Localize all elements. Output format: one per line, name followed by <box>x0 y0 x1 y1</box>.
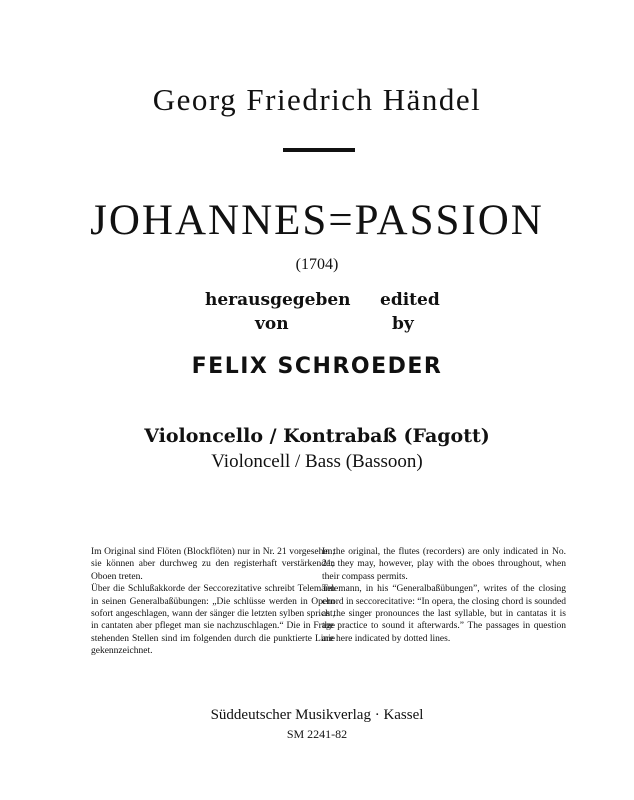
editor-name: FELIX SCHROEDER <box>191 354 443 379</box>
work-title: JOHANNES=PASSION <box>90 197 544 244</box>
instrument-german: Violoncello / Kontrabaß (Fagott) <box>144 425 490 447</box>
note-german-paragraph: Im Original sind Flöten (Blockflöten) nur in Nr. 21 vorgesehen; sie können aber durchweg zu den registerhaft verstärkenden Oboen treten. <box>91 547 335 582</box>
edited-by-german-line1: herausgegeben <box>205 290 351 310</box>
work-year: (1704) <box>295 256 339 273</box>
note-german-paragraph: Über die Schlußakkorde der Seccorezitative schreibt Telemann in seinen Generalbaßübungen: „Die schlüsse werden in Opern sofort angeschlagen, wann der sänger die letzten sylben spricht, in cantaten aber pfleget man sie nachzuschlagen.“ Die in Frage stehenden Stellen sind im folgenden durch die punktierte Linie gekennzeichnet. <box>91 584 335 657</box>
composer-name: Georg Friedrich Händel <box>152 82 482 117</box>
edited-by-german-line2: von <box>255 314 289 334</box>
title-divider <box>283 148 355 152</box>
instrument-english: Violoncell / Bass (Bassoon) <box>211 451 423 472</box>
catalog-number: SM 2241-82 <box>286 727 348 741</box>
publisher: Süddeutscher Musikverlag · Kassel <box>210 707 424 723</box>
edited-by-english-line1: edited <box>380 290 440 310</box>
note-english <box>322 546 566 645</box>
note-german <box>91 546 335 658</box>
note-english-paragraph: Telemann, in his “Generalbaßübungen”, writes of the closing chord in seccorecitative: “In opera, the closing chord is sounded as the singer pronounces the last syllable, but in cantatas it is the practice to sound it afterwards.” The passages in question are here indicated by dotted lines. <box>322 584 566 644</box>
edited-by-english-line2: by <box>392 314 414 334</box>
note-english-paragraph: In the original, the flutes (recorders) are only indicated in No. 21; they may, however, play with the oboes throughout, when their compass permits. <box>322 547 566 582</box>
